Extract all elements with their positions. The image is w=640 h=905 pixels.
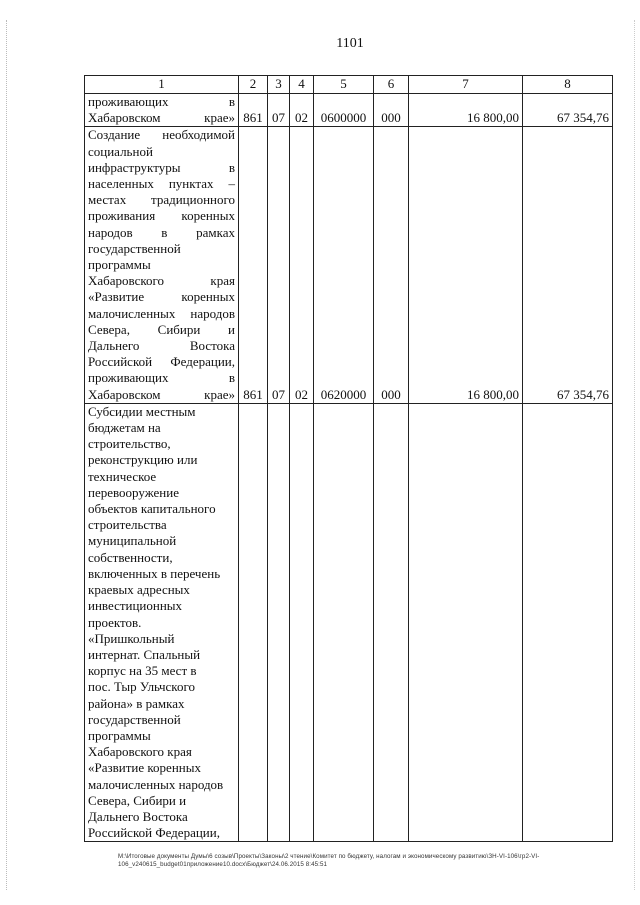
file-path-footer: M:\Итоговые документы Думы\6 созыв\Проекты\Законы\2 чтение\Комитет по бюджету, налогам и экономическому развитию\ЗН-VI-106\гр2-VI-106_v240615_budget01приложение10.docx\Бюджет\24.06.2015 8:45:51	[118, 853, 540, 868]
budget-table	[84, 75, 613, 842]
section-code-cell: 07	[268, 94, 290, 127]
expense-type-cell	[374, 403, 409, 841]
amount-cell-8	[523, 403, 613, 841]
header-cell-6: 6	[374, 76, 409, 94]
amount-cell-8: 67 354,76	[523, 94, 613, 127]
expense-type-cell: 000	[374, 127, 409, 403]
row-name-cell: Создание необходимой социальной инфраструктуры в населенных пунктах – местах традиционного проживания коренных народов в рамках государственной программы Хабаровского края «Развитие коренных малочисленных народов Севера, Сибири и Дальнего Востока Российской Федерации, проживающих в Хабаровском крае»	[85, 127, 239, 403]
page-number: 1101	[336, 36, 364, 51]
section-code-cell: 07	[268, 127, 290, 403]
header-cell-7: 7	[409, 76, 523, 94]
subsection-code-cell	[290, 403, 314, 841]
target-article-cell: 0620000	[314, 127, 374, 403]
table-row	[85, 127, 613, 403]
ministry-code-cell: 861	[239, 94, 268, 127]
table-row	[85, 94, 613, 127]
table-row	[85, 403, 613, 841]
row-name-cell: проживающих в Хабаровском крае»	[85, 94, 239, 127]
scan-margin-line	[6, 20, 8, 890]
header-cell-8: 8	[523, 76, 613, 94]
amount-cell-7: 16 800,00	[409, 94, 523, 127]
amount-cell-8: 67 354,76	[523, 127, 613, 403]
header-cell-3: 3	[268, 76, 290, 94]
section-code-cell	[268, 403, 290, 841]
amount-cell-7: 16 800,00	[409, 127, 523, 403]
header-cell-1: 1	[85, 76, 239, 94]
ministry-code-cell	[239, 403, 268, 841]
header-cell-2: 2	[239, 76, 268, 94]
expense-type-cell: 000	[374, 94, 409, 127]
subsection-code-cell: 02	[290, 94, 314, 127]
target-article-cell: 0600000	[314, 94, 374, 127]
ministry-code-cell: 861	[239, 127, 268, 403]
subsection-code-cell: 02	[290, 127, 314, 403]
amount-cell-7	[409, 403, 523, 841]
header-row	[85, 76, 613, 94]
target-article-cell	[314, 403, 374, 841]
header-cell-5: 5	[314, 76, 374, 94]
scan-margin-line-right	[634, 20, 636, 890]
row-name-cell: Субсидии местным бюджетам на строительство, реконструкцию или техническое перевооружение объектов капитального строительства муниципальной собственности, включенных в перечень краевых адресных инвестиционных проектов. «Пришкольный интернат. Спальный корпус на 35 мест в пос. Тыр Ульчского района» в рамках государственной программы Хабаровского края «Развитие коренных малочисленных народов Севера, Сибири и Дальнего Востока Российской Федерации,	[85, 403, 239, 841]
header-cell-4: 4	[290, 76, 314, 94]
